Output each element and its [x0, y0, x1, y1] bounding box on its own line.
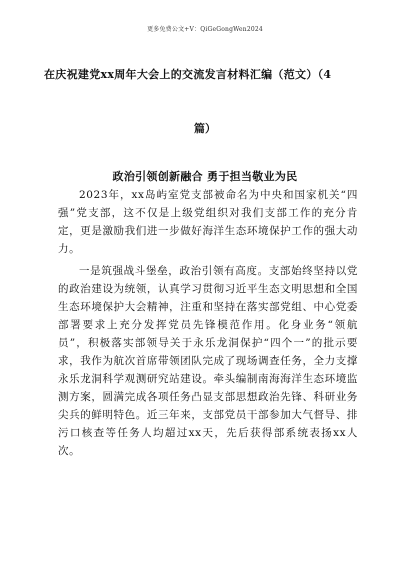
- document-body: [58, 186, 358, 464]
- document-title-continuation: 篇）: [194, 122, 216, 135]
- header-note: 更多免费公文+V：QiGeGongWen2024: [147, 26, 263, 33]
- document-title: 在庆祝建党xx周年大会上的交流发言材料汇编（范文）（4: [44, 68, 332, 81]
- section-title: 政治引领创新融合 勇于担当敬业为民: [112, 170, 298, 183]
- paragraph: 一是筑强战斗堡垒，政治引领有高度。支部始终坚持以党的政治建设为统领，认真学习贯彻习近平生态文明思想和全国生态环境保护大会精神，注重和坚持在落实部党组、中心党委部署要求上充分发挥党员先锋模范作用。化身业务“领航员”，积极落实部领导关于永乐龙洞保护“四个一”的批示要求，我作为航次首席带领团队完成了现场调查任务，全力支撑永乐龙洞科学观测研究站建设。牵头编制南海海洋生态环境监测方案，圆满完成各项任务凸显支部思想政治先锋、科研业务尖兵的鲜明特色。近三年来，支部党员干部参加大气督导、排污口核查等任务人均超过xx天，先后获得部系统表扬xx人次。: [58, 265, 358, 457]
- paragraph: 2023年，xx岛屿室党支部被命名为中央和国家机关“四强”党支部，这不仅是上级党组织对我们支部工作的充分肯定，更是激励我们进一步做好海洋生态环境保护工作的强大动力。: [58, 189, 358, 255]
